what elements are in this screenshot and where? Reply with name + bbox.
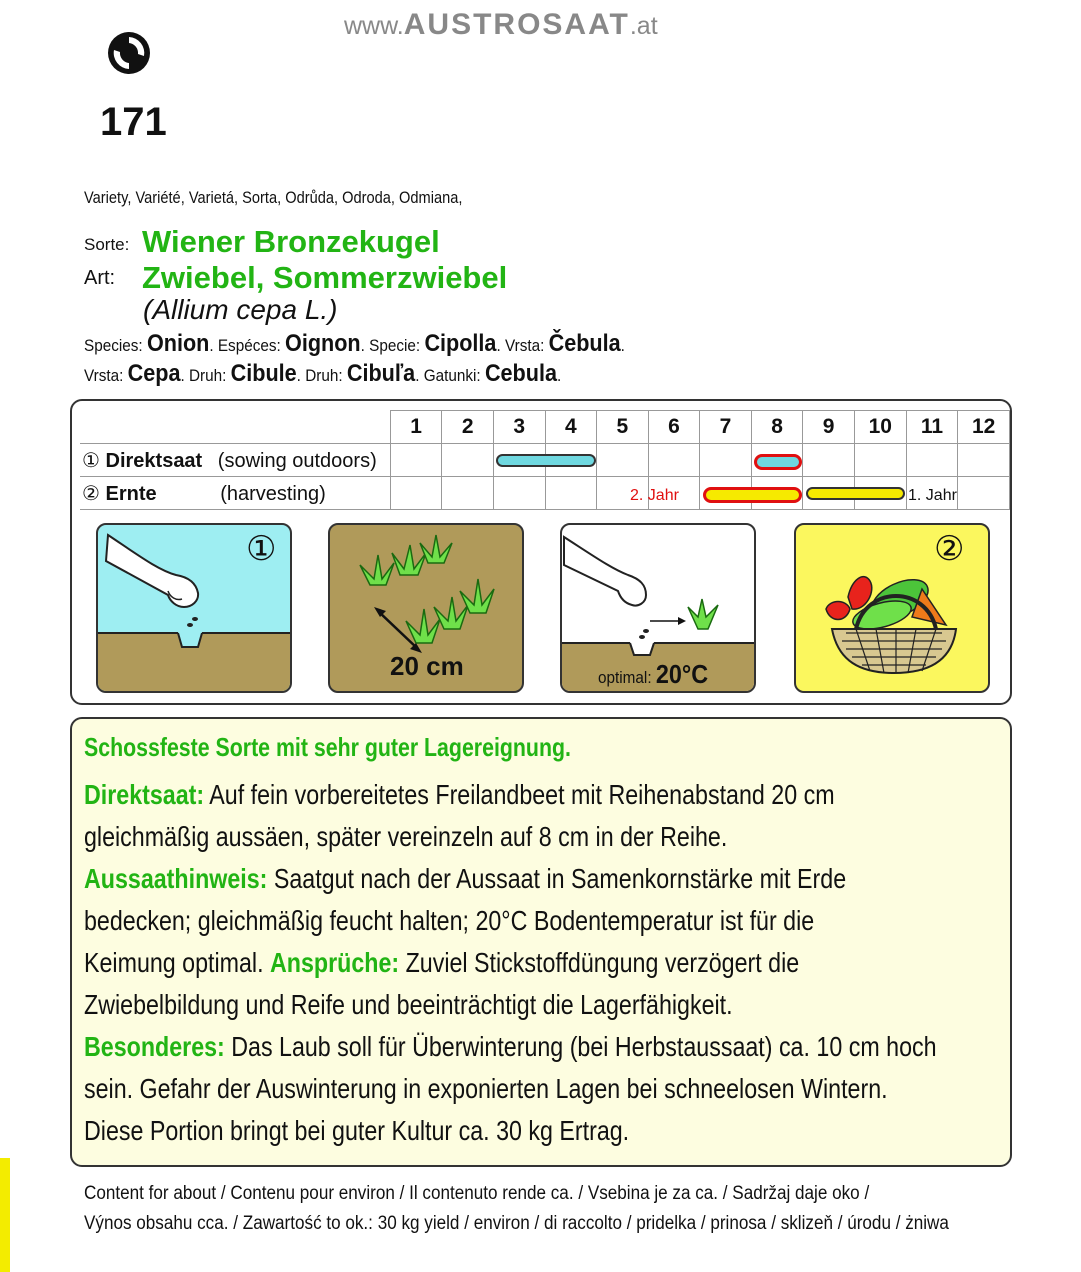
month-header: 5 [597,411,649,444]
panel-temperature [560,523,756,693]
info-line: Besonderes: Das Laub soll für Überwinterung (bei Herbstaussaat) ca. 10 cm hoch [84,1031,937,1062]
variety-line: Variety, Variété, Varietá, Sorta, Odrůda, Odroda, Odmiana, [84,188,463,207]
row-label-sowing: ① Direktsaat (sowing outdoors) [80,444,390,477]
month-header: 4 [545,411,597,444]
content-line-1: Content for about / Contenu pour environ / Il contenuto rende ca. / Vsebina je za ca. / Sadržaj daje oko / [84,1183,870,1204]
panel-sowing [96,523,292,693]
month-header: 9 [803,411,855,444]
sowing-calendar [70,399,1012,705]
brand-name: AUSTROSAAT [403,8,630,41]
info-line: bedecken; gleichmäßig feucht halten; 20°C Bodentemperatur ist für die [84,905,815,936]
art-row: Art: Zwiebel, Sommerzwiebel [84,260,508,295]
month-header: 7 [700,411,752,444]
spacing-label: 20 cm [390,651,464,681]
info-line: Direktsaat: Auf fein vorbereitetes Freilandbeet mit Reihenabstand 20 cm [84,779,835,810]
year-1-label: 1. Jahr [908,487,957,504]
year-2-label: 2. Jahr [630,487,679,504]
sorte-row: Sorte: Wiener Bronzekugel [84,224,440,259]
species-translations-1: Species: Onion. Espéces: Oignon. Specie: Cipolla. Vrsta: Čebula. [84,330,625,357]
panel-num-2: ② [934,530,965,568]
month-header: 11 [906,411,958,444]
month-header: 1 [390,411,442,444]
panel-spacing [328,523,524,693]
month-header: 12 [958,411,1010,444]
species-translations-2: Vrsta: Cepa. Druh: Cibule. Druh: Cibuľa. Gatunki: Cebula. [84,360,562,387]
month-header: 8 [751,411,803,444]
panel-harvest [794,523,990,693]
latin-name: (Allium cepa L.) [143,294,338,325]
calendar-bar [496,454,595,467]
info-line: Keimung optimal. Ansprüche: Zuviel Stickstoffdüngung verzögert die [84,947,800,978]
row-label-harvest: ② Ernte (harvesting) [80,477,390,510]
info-headline: Schossfeste Sorte mit sehr guter Lagereignung. [84,732,571,762]
website-url: www.AUSTROSAAT.at [344,8,658,41]
month-header: 6 [648,411,700,444]
month-header: 2 [442,411,494,444]
species-name: Zwiebel, Sommerzwiebel [142,260,508,295]
month-header: 10 [854,411,906,444]
temp-value: 20°C [655,659,709,689]
calendar-bar [754,454,802,470]
green-dot-recycle-icon [104,28,154,78]
info-line: Aussaathinweis: Saatgut nach der Aussaat in Samenkornstärke mit Erde [84,863,847,894]
info-line: sein. Gefahr der Auswinterung in exponierten Lagen bei schneelosen Wintern. [84,1073,888,1104]
code-number: 171 [100,100,167,144]
calendar-bar [703,487,802,503]
month-header: 3 [493,411,545,444]
content-line-2: Výnos obsahu cca. / Zawartość to ok.: 30 kg yield / environ / di raccolto / pridelka / prinosa / sklizeň / úrodu / żniwa [84,1213,949,1234]
calendar-bar [806,487,905,500]
variety-name: Wiener Bronzekugel [142,224,440,259]
info-line: Diese Portion bringt bei guter Kultur ca. 30 kg Ertrag. [84,1115,630,1146]
panel-num-1: ① [246,530,277,568]
temp-label: optimal: 20°C [598,659,709,689]
info-line: gleichmäßig aussäen, später vereinzeln auf 8 cm in der Reihe. [84,821,728,852]
info-line: Zwiebelbildung und Reife und beeinträchtigt die Lagerfähigkeit. [84,989,733,1020]
yellow-edge-strip [0,1158,10,1272]
